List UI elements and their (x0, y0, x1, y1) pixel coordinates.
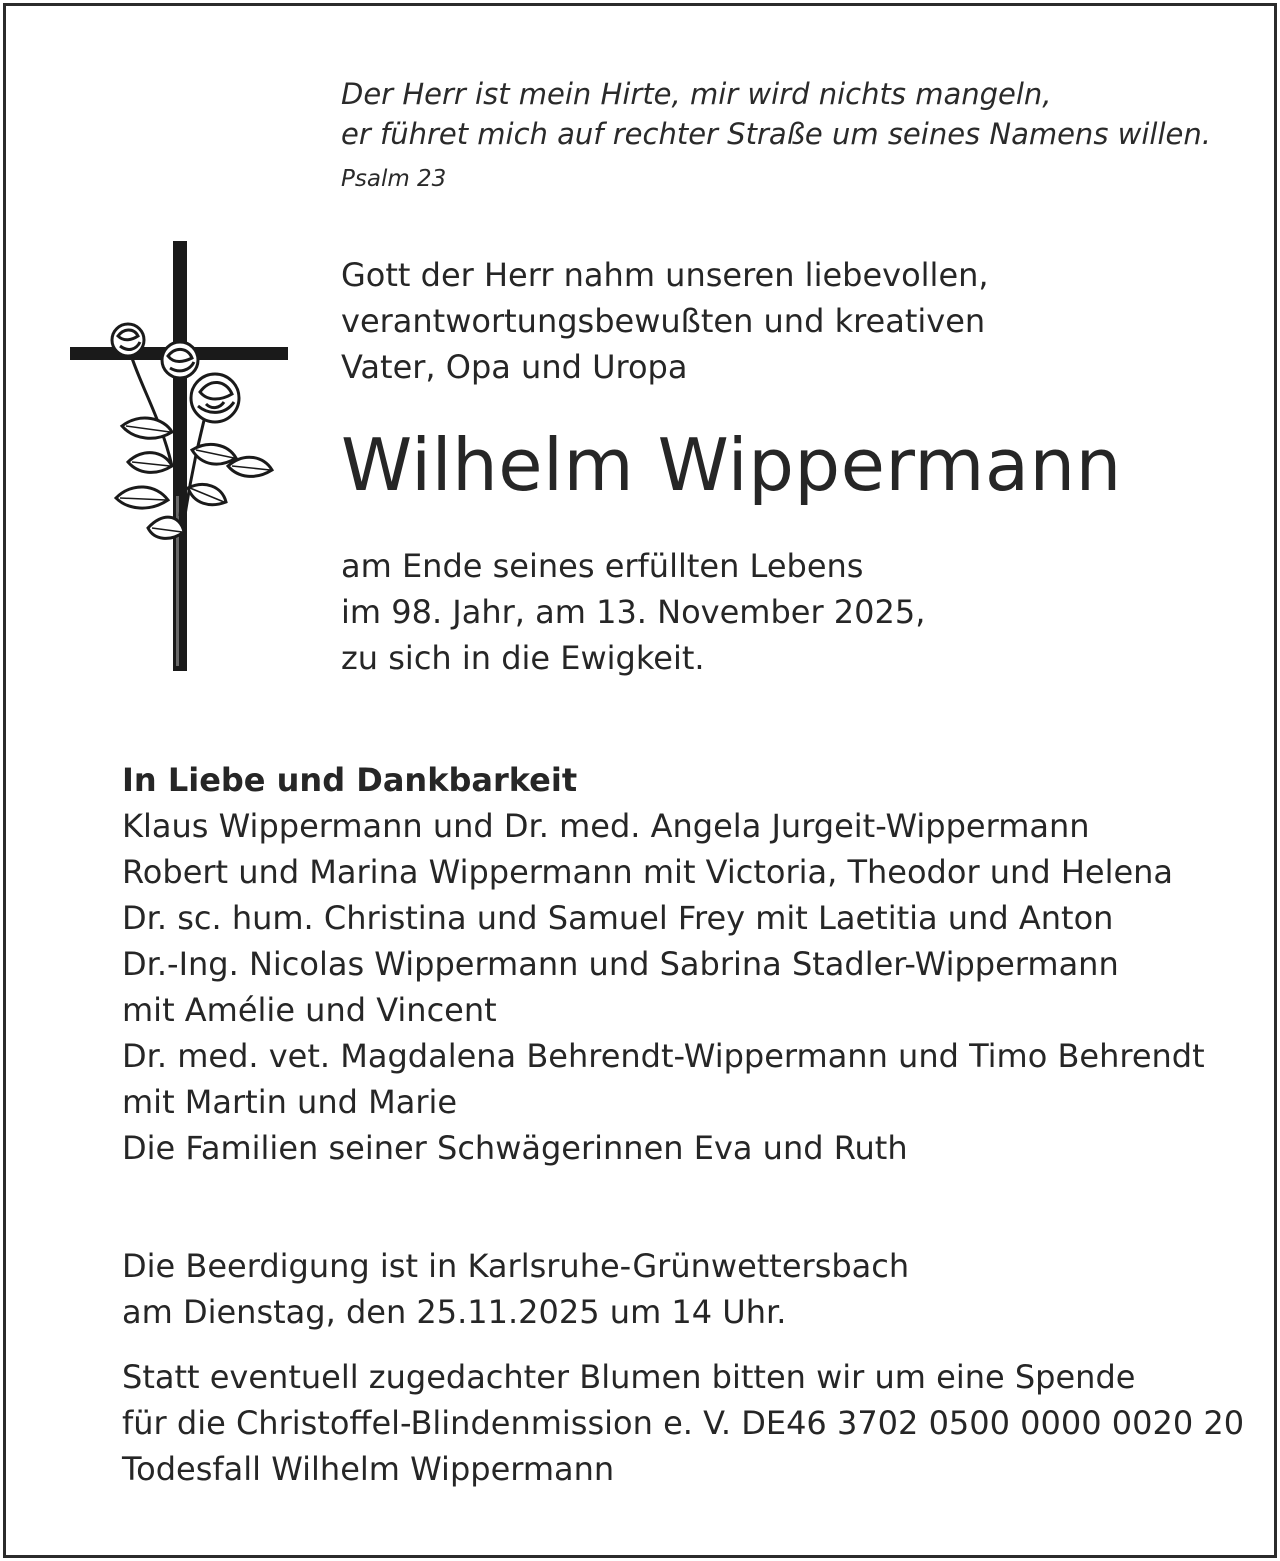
mourner-line: Klaus Wippermann und Dr. med. Angela Jurgeit-Wippermann (122, 807, 1090, 845)
intro-text (341, 252, 989, 390)
mourner-line: Robert und Marina Wippermann mit Victoria, Theodor und Helena (122, 853, 1174, 891)
deceased-name: Wilhelm Wippermann (341, 423, 1122, 507)
donation-line-1: Statt eventuell zugedachter Blumen bitten wir um eine Spende (122, 1358, 1136, 1396)
mourner-line: Dr. med. vet. Magdalena Behrendt-Wippermann und Timo Behrendt (122, 1037, 1205, 1075)
mourner-line: mit Amélie und Vincent (122, 991, 497, 1029)
ending-line-2: im 98. Jahr, am 13. November 2025, (341, 593, 926, 631)
intro-line-2: verantwortungsbewußten und kreativen (341, 302, 986, 340)
ending-line-3: zu sich in die Ewigkeit. (341, 639, 705, 677)
funeral-line-1: Die Beerdigung ist in Karlsruhe-Grünwettersbach (122, 1247, 910, 1285)
funeral-info (122, 1243, 909, 1335)
ending-text (341, 543, 925, 681)
mourners-heading: In Liebe und Dankbarkeit (122, 761, 578, 799)
intro-line-1: Gott der Herr nahm unseren liebevollen, (341, 256, 989, 294)
ending-line-1: am Ende seines erfüllten Lebens (341, 547, 864, 585)
donation-line-3: Todesfall Wilhelm Wippermann (122, 1450, 615, 1488)
mourner-line: Dr. sc. hum. Christina und Samuel Frey mit Laetitia und Anton (122, 899, 1114, 937)
verse-source: Psalm 23 (341, 166, 447, 192)
mourner-line: Die Familien seiner Schwägerinnen Eva und Ruth (122, 1129, 908, 1167)
cross-with-roses-icon (60, 236, 290, 676)
mourners-list (122, 757, 1205, 1171)
mourner-line: mit Martin und Marie (122, 1083, 458, 1121)
funeral-line-2: am Dienstag, den 25.11.2025 um 14 Uhr. (122, 1293, 787, 1331)
verse-line-2: er führet mich auf rechter Straße um seines Namens willen. (341, 117, 1211, 151)
verse-line-1: Der Herr ist mein Hirte, mir wird nichts mangeln, (341, 77, 1052, 111)
mourner-line: Dr.-Ing. Nicolas Wippermann und Sabrina Stadler-Wippermann (122, 945, 1119, 983)
psalm-verse (341, 74, 1211, 154)
donation-info (122, 1354, 1244, 1492)
intro-line-3: Vater, Opa und Uropa (341, 348, 688, 386)
donation-line-2: für die Christoffel-Blindenmission e. V. DE46 3702 0500 0000 0020 20 (122, 1404, 1245, 1442)
